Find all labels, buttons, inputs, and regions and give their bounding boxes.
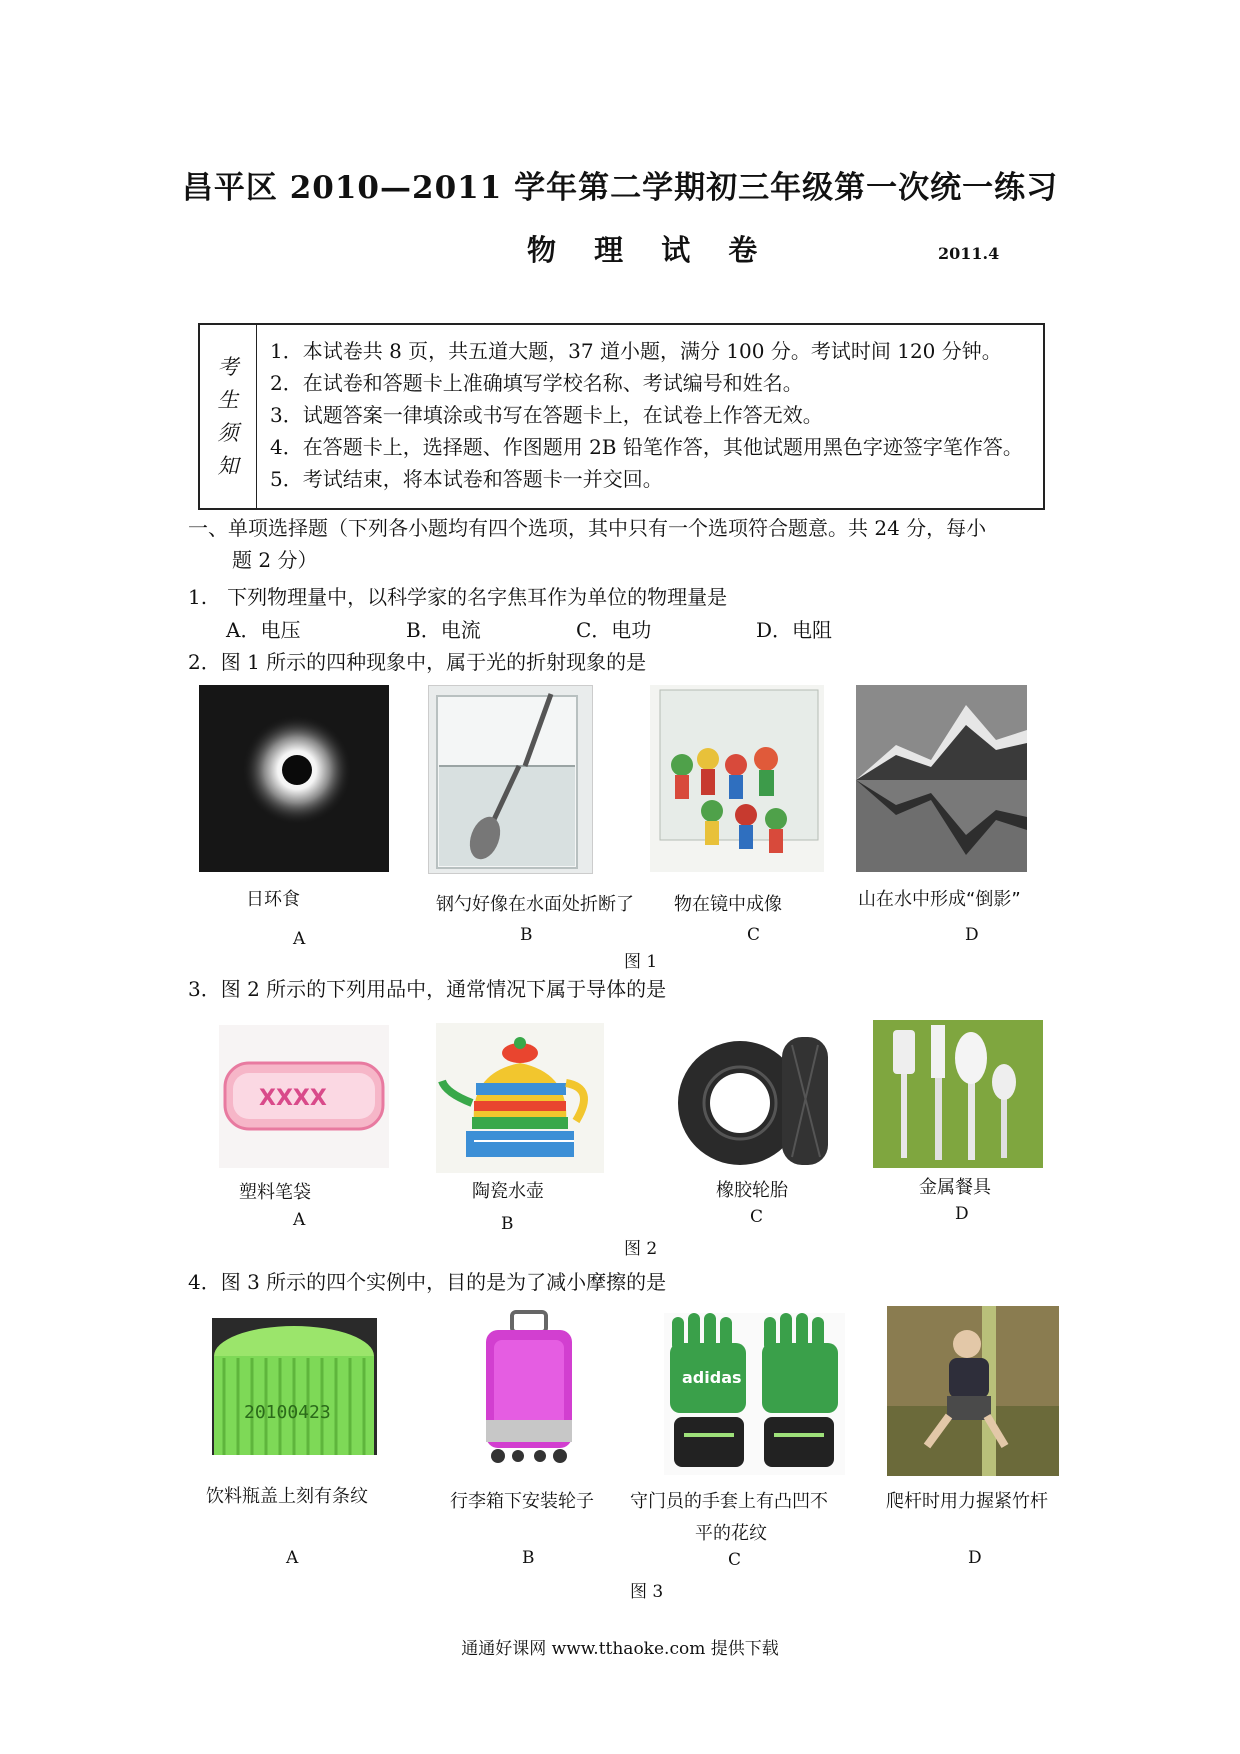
caption-mirror: 物在镜中成像	[674, 894, 782, 915]
photo-solar-eclipse	[199, 685, 389, 872]
section-heading-cont: 题 2 分）	[232, 548, 318, 572]
caption-cutlery: 金属餐具	[919, 1177, 991, 1198]
notice-label-char: 知	[217, 453, 239, 478]
figure-1-label: 图 1	[624, 952, 658, 972]
glove-print: adidas	[682, 1368, 742, 1387]
q4-label-a: A	[286, 1548, 299, 1568]
cutlery-image	[873, 1020, 1043, 1168]
notice-label-char: 须	[217, 420, 239, 445]
bottle-cap-image	[212, 1318, 377, 1455]
caption-bottle-cap: 饮料瓶盖上刻有条纹	[206, 1486, 368, 1507]
caption-gloves: 守门员的手套上有凸凹不	[630, 1491, 828, 1512]
caption-mountain: 山在水中形成“倒影”	[858, 889, 1021, 910]
gloves-image	[664, 1313, 845, 1475]
photo-spoon-in-glass	[428, 685, 593, 874]
notice-label	[200, 325, 257, 508]
caption-pole-climb: 爬杆时用力握紧竹杆	[886, 1491, 1048, 1512]
notice-label-char: 生	[217, 387, 239, 412]
notice-item: 5．考试结束，将本试卷和答题卡一并交回。	[270, 467, 663, 491]
notice-item: 2．在试卷和答题卡上准确填写学校名称、考试编号和姓名。	[270, 371, 803, 395]
exam-notice-box	[198, 323, 1045, 510]
pole-climb-image	[887, 1306, 1059, 1476]
photo-suitcase	[478, 1310, 580, 1465]
question-3: 3．图 2 所示的下列用品中，通常情况下属于导体的是	[188, 977, 667, 1001]
q2-label-a: A	[293, 929, 306, 949]
cap-print: 20100423	[244, 1402, 331, 1423]
q2-label-b: B	[520, 925, 533, 945]
photo-mirror-image	[650, 685, 824, 872]
notice-item: 4．在答题卡上，选择题、作图题用 2B 铅笔作答，其他试题用黑色字迹签字笔作答。	[270, 435, 1023, 459]
q4-label-c: C	[728, 1550, 742, 1570]
notice-label-char: 考	[217, 354, 239, 379]
page-footer: 通通好课网 www.tthaoke.com 提供下载	[461, 1639, 779, 1659]
photo-mountain-reflection	[856, 685, 1027, 872]
photo-pole-climbing	[887, 1306, 1059, 1476]
q2-label-c: C	[747, 925, 761, 945]
caption-pencil-case: 塑料笔袋	[239, 1182, 311, 1203]
question-4: 4．图 3 所示的四个实例中，目的是为了减小摩擦的是	[188, 1270, 667, 1294]
section-heading: 一、单项选择题（下列各小题均有四个选项，其中只有一个选项符合题意。共 24 分，每小	[188, 516, 987, 540]
q4-label-d: D	[968, 1548, 982, 1568]
q1-option-d: D．电阻	[756, 618, 833, 642]
caption-eclipse: 日环食	[246, 889, 300, 910]
eclipse-image	[199, 685, 389, 872]
q2-label-d: D	[965, 925, 979, 945]
tire-image	[670, 1025, 837, 1170]
question-2: 2．图 1 所示的四种现象中，属于光的折射现象的是	[188, 650, 647, 674]
q3-label-b: B	[501, 1214, 514, 1234]
suitcase-image	[478, 1310, 580, 1465]
q1-option-b: B．电流	[406, 618, 481, 642]
q4-label-b: B	[522, 1548, 535, 1568]
caption-suitcase: 行李箱下安装轮子	[450, 1491, 594, 1512]
q3-label-d: D	[955, 1204, 969, 1224]
notice-item: 3．试题答案一律填涂或书写在答题卡上，在试卷上作答无效。	[270, 403, 823, 427]
caption-spoon: 钢勺好像在水面处折断了	[436, 894, 634, 915]
notice-item: 1．本试卷共 8 页，共五道大题，37 道小题，满分 100 分。考试时间 120 分钟。	[270, 339, 1002, 363]
q1-option-a: A．电压	[226, 618, 301, 642]
question-1: 1. 下列物理量中，以科学家的名字焦耳作为单位的物理量是	[188, 585, 728, 609]
bag-print: XXXX	[259, 1086, 327, 1111]
figure-3-label: 图 3	[630, 1582, 664, 1602]
notice-list	[270, 335, 1023, 495]
q3-label-c: C	[750, 1207, 764, 1227]
figure-2-label: 图 2	[624, 1239, 658, 1259]
caption-teapot: 陶瓷水壶	[472, 1181, 544, 1202]
photo-goalkeeper-gloves	[664, 1313, 845, 1475]
q3-label-a: A	[293, 1210, 306, 1230]
caption-tire: 橡胶轮胎	[716, 1180, 788, 1201]
exam-date: 2011.4	[938, 244, 1000, 263]
mirror-image	[650, 685, 824, 872]
mountain-image	[856, 685, 1027, 872]
teapot-image	[436, 1023, 604, 1173]
q1-option-c: C．电功	[576, 618, 652, 642]
photo-ceramic-teapot	[436, 1023, 604, 1173]
page-title: 昌平区 2010—2011 学年第二学期初三年级第一次统一练习	[181, 170, 1059, 206]
pencil-case-image	[219, 1025, 389, 1168]
photo-plastic-pencil-case	[219, 1025, 389, 1168]
spoon-glass-image	[429, 686, 592, 873]
photo-rubber-tire	[670, 1025, 837, 1170]
photo-bottle-cap	[212, 1318, 377, 1455]
paper-subtitle: 物 理 试 卷	[527, 233, 772, 267]
caption-gloves-cont: 平的花纹	[695, 1523, 767, 1544]
photo-metal-cutlery	[873, 1020, 1043, 1168]
